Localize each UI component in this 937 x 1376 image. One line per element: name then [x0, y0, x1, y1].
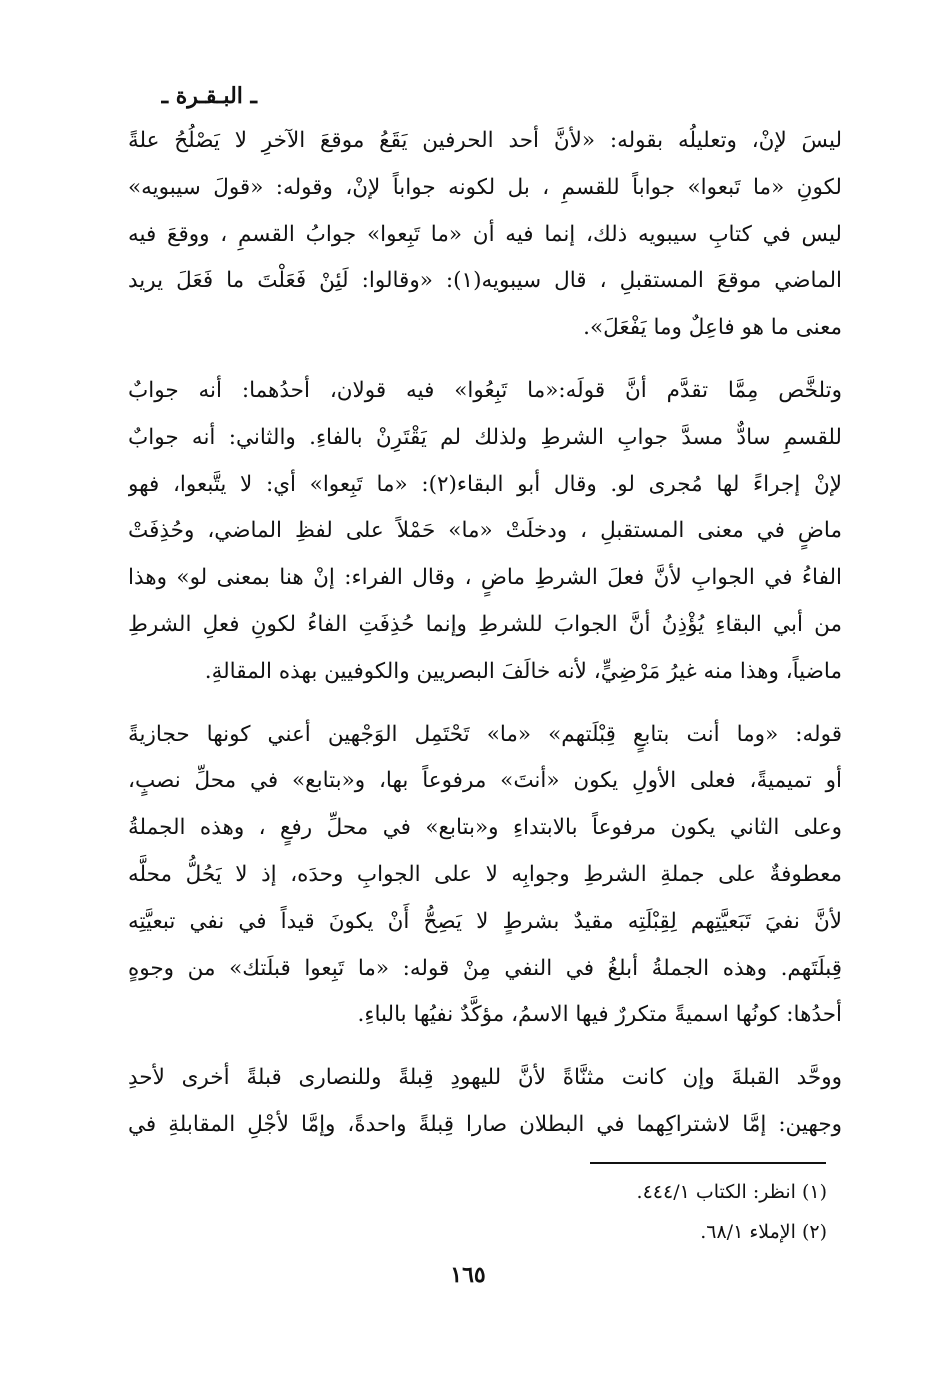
text-line: وتلخَّص مِمَّا تقدَّم أنَّ قولَه:«ما تَبِعُوا» فيه قولان، أحدُهما: أنه جوابٌ: [128, 377, 842, 403]
text-line: معطوفةٌ على جملةِ الشرطِ وجوابِه لا على الجوابِ وحدَه، إذ لا يَحُلُّ محلَّه: [128, 861, 842, 887]
footnote: (١) انظر: الكتاب ٤٤٤/١.: [636, 1181, 827, 1203]
paragraph-3: [128, 712, 842, 1040]
running-header: ـ البـقـرة ـ: [161, 83, 257, 109]
text-line: الفاءُ في الجوابِ لأنَّ فعلَ الشرطِ ماضٍ ، وقال الفراء: إنْ هنا بمعنى لو» وهذا: [128, 565, 842, 591]
text-line: الماضي موقعَ المستقبلِ ، قال سيبويه(١): «وقالوا: لَئِنْ فَعَلْتَ ما فَعَلَ يريد: [128, 268, 842, 294]
text-line: ماضياً، وهذا منه غيرُ مَرْضِيٍّ، لأنه خالَفَ البصريين والكوفيين بهذه المقالةِ.: [204, 658, 842, 684]
footnotes: [427, 1172, 827, 1252]
text-line: معنى ما هو فاعِلٌ وما يَفْعَلَ».: [583, 315, 842, 341]
text-line: لكونِ «ما تَبعوا» جواباً للقسمِ ، بل لكونه جواباً لإنْ، وقوله: «قولَ سيبويه»: [128, 174, 842, 200]
text-line: من أبي البقاءِ يُؤْذِنُ أنَّ الجوابَ للشرطِ وإنما حُذِفَتِ الفاءُ لكونِ فعلِ الشرطِ: [128, 611, 842, 637]
text-line: وجهين: إمَّا لاشتراكِهما في البطلان صارا قِبلةً واحدةً، وإمَّا لأجْلِ المقابلةِ في: [128, 1111, 842, 1137]
body-text: [128, 118, 842, 1149]
paragraph-2: [128, 368, 842, 696]
paragraph-1: [128, 118, 842, 352]
page-number: ١٦٥: [450, 1262, 486, 1288]
text-line: لإنْ إجراءً لها مُجرى لو. وقال أبو البقاء(٢): «ما تَبِعوا» أي: لا يتَّبعوا، فهو: [128, 471, 842, 497]
text-line: أو تميميةً، فعلى الأولِ يكون «أنتَ» مرفوعاً بها، و«بتابع» في محلِّ نصبٍ،: [128, 768, 842, 794]
footnote: (٢) الإملاء ٦٨/١.: [700, 1221, 827, 1243]
paragraph-4: [128, 1055, 842, 1149]
text-line: قِبلَتَهم. وهذه الجملةُ أبلغُ في النفي مِنْ قوله: «ما تَبِعوا قبلَتك» من وجوهٍ: [128, 955, 842, 981]
text-line: لأنَّ نفيَ تَبَعيَّتِهم لِقِبْلَتِه مقيدٌ بشرطٍ لا يَصِحُّ أَنْ يكونَ قيداً في نفي تبعيَّتِه: [128, 908, 842, 934]
text-line: ليسَ لإنْ، وتعليلُه بقوله: «لأنَّ أحد الحرفين يَقَعُ موقعَ الآخرِ لا يَصْلُحُ علةً: [128, 128, 842, 153]
footnote-separator: [590, 1162, 826, 1164]
text-line: ليس في كتابِ سيبويه ذلك، إنما فيه أن «ما تَبِعوا» جوابُ القسمِ ، ووقعَ فيه: [128, 221, 842, 247]
text-line: أحدُها: كونُها اسميةً متكررٌ فيها الاسمُ، مؤكَّدٌ نفيُها بالباءِ.: [357, 1002, 842, 1028]
text-line: قوله: «وما أنت بتابعٍ قِبْلَتهم» «ما» تَحْتَمِل الوَجْهين أعني كونها حجازيةً: [128, 721, 842, 747]
text-line: وعلى الثاني يكون مرفوعاً بالابتداءِ و«بتابع» في محلِّ رفعٍ ، وهذه الجملةُ: [128, 815, 842, 841]
text-line: ماضٍ في معنى المستقبلِ ، ودخلَتْ «ما» حَمْلاً على لفظِ الماضي، وحُذِفَتْ: [128, 518, 842, 544]
text-line: ووحَّد القبلةَ وإن كانت مثنَّاةً لأنَّ لليهودِ قِبلةً وللنصارى قبلةً أخرى لأحدِ: [128, 1065, 842, 1091]
text-line: للقسمِ سادٌّ مسدَّ جوابِ الشرطِ ولذلك لم يَقْتَرِنْ بالفاءِ. والثاني: أنه جوابٌ: [128, 424, 842, 450]
